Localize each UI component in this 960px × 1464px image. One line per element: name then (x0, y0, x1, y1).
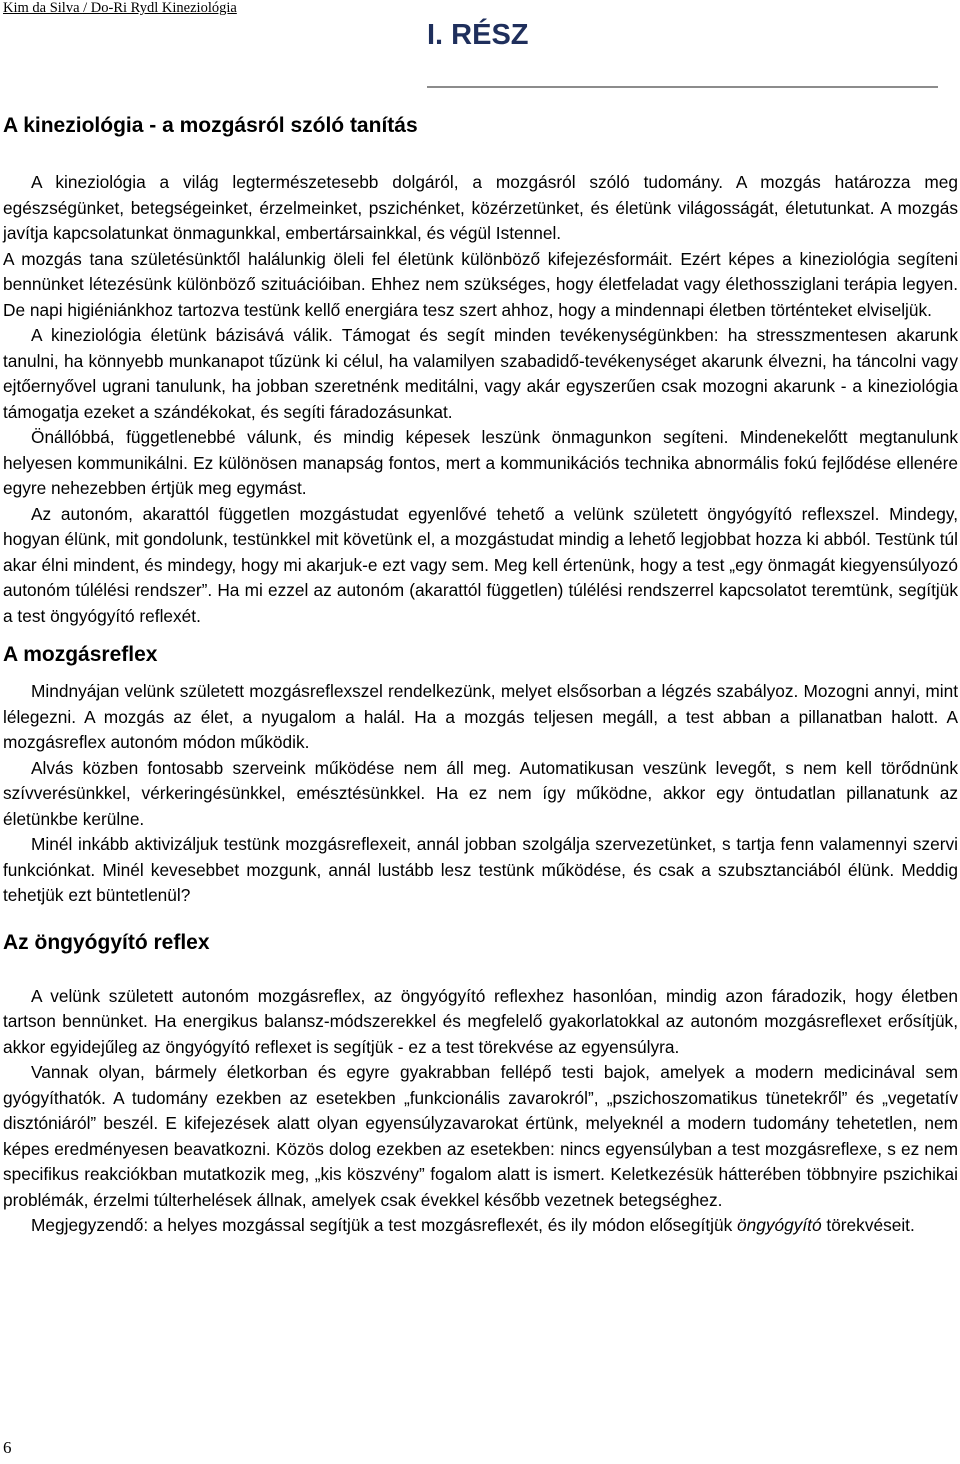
section-heading-kineziologia: A kineziológia - a mozgásról szóló tanítás (3, 114, 418, 137)
paragraph-text: Megjegyzendő: a helyes mozgással segítjük a test mozgásreflexét, és ily módon elősegítjük (31, 1215, 738, 1235)
part-title-rule (427, 86, 938, 88)
emphasized-word: öngyógyító (737, 1215, 822, 1235)
part-title: I. RÉSZ (427, 19, 529, 51)
paragraph: Mindnyájan velünk született mozgásreflexszel rendelkezünk, melyet elsősorban a légzés szabályoz. Mozogni annyi, mint lélegezni. A mozgás az élet, a nyugalom a halál. Ha a mozgás teljesen megáll, a test abban a pillanatban halott. A mozgásreflex autonóm módon működik. (3, 681, 958, 752)
paragraph: A velünk született autonóm mozgásreflex, az öngyógyító reflexhez hasonlóan, mindig azon fáradozik, hogy életben tartson bennünket. Ha energikus balansz-módszerekkel és megfelelő gyakorlatokkal az autonóm mozgásreflexet erősítjük, akkor egyidejűleg az öngyógyító reflexet is segítjük - ez a test törekvése az egyensúlyra. (3, 985, 958, 1057)
section-heading-mozgasreflex: A mozgásreflex (3, 643, 158, 666)
paragraph: A kineziológia a világ legtermészetesebb dolgáról, a mozgásról szóló tudomány. A mozgás határozza meg egészségünket, betegségeinket, érzelmeinket, pszichénket, közérzetünket, és életünk világosságát, életutunkat. A mozgás javítja kapcsolatunkat önmagunkkal, embertársainkkal, és végül Istennel. (3, 172, 958, 243)
paragraph: Alvás közben fontosabb szerveink működése nem áll meg. Automatikusan veszünk levegőt, s nem kell törődnünk szívverésünkkel, vérkeringésünkkel, emésztésünkkel. Ha ez nem így működne, akkor egy öntudatlan pillanatunk az életünkbe kerülne. (3, 757, 958, 829)
paragraph: A kineziológia életünk bázisává válik. Támogat és segít minden tevékenységünkben: ha stresszmentesen akarunk tanulni, ha könnyebb munkanapot tűzünk ki célul, ha valamilyen szabadidő-tevékenységet akarunk élvezni, ha táncolni vagy ejtőernyővel ugrani tanulunk, ha jobban szeretnénk meditálni, vagy akár egyszerűen csak mozogni akarunk - a kineziológia támogatja ezeket a szándékokat, és segíti fáradozásunkat. (3, 325, 958, 422)
page-body (3, 112, 958, 1239)
paragraph: Önállóbbá, függetlenebbé válunk, és mindig képesek leszünk önmagunkon segíteni. Mindenekelőtt megtanulunk helyesen kommunikálni. Ez különösen manapság fontos, mert a kommunikációs technika abnormális fokú fejlődése ellenére egyre nehezebben értjük meg egymást. (3, 427, 958, 498)
paragraph: Az autonóm, akarattól független mozgástudat egyenlővé tehető a velünk született öngyógyító reflexszel. Mindegy, hogyan élünk, mit gondolunk, testünkkel mit követünk el, a mozgástudat mindig a lehető legjobbat hozza ki abból. Testünk túl akar élni mindent, és mindegy, hogy mi akarjuk-e ezt vagy sem. Meg kell értenünk, hogy a test „egy önmagát kiegyensúlyozó autonóm túlélési rendszer”. Ha mi ezzel az autonóm (akarattól független) túlélési rendszerrel kapcsolatot teremtünk, segítjük a test öngyógyító reflexét. (3, 503, 958, 626)
paragraph (3, 1213, 958, 1239)
paragraph: A mozgás tana születésünktől halálunkig öleli fel életünk különböző kifejezésformáit. Ezért képes a kineziológia segíteni bennünket létezésünk különböző szituációiban. Ehhez nem szükséges, hogy életfeladat vagy élethossziglani terápia legyen. De napi higiéniánkhoz tartozva testünk kellő energiára tesz szert ahhoz, hogy a mindennapi életben történteket elviseljük. (3, 248, 958, 320)
paragraph: Vannak olyan, bármely életkorban és egyre gyakrabban fellépő testi bajok, amelyek a modern medicinával sem gyógyíthatók. A tudomány ezekben az esetekben „funkcionális zavarokról”, „pszichoszomatikus tünetekről” és „vegetatív disztóniáról” beszél. E kifejezések alatt olyan egyensúlyzavarokat értünk, melyeknél a modern tudomány tehetetlen, nem képes eredményesen beavatkozni. Közös dolog ezekben az esetekben: nincs egyensúlyban a test mozgásreflexe, s ez nem specifikus reakciókban mutatkozik meg, „kis köszvény” fogalom alatt is ismert. Keletkezésük hátterében többnyire pszichikai problémák, érzelmi túlterhelések állnak, amelyek csak évekkel később vezetnek betegséghez. (3, 1062, 958, 1210)
section-heading-ongyogyito-reflex: Az öngyógyító reflex (3, 930, 210, 954)
paragraph-text: törekvéseit. (821, 1215, 915, 1235)
paragraph: Minél inkább aktivizáljuk testünk mozgásreflexeit, annál jobban szolgálja szervezetünket, s tartja fenn valamennyi szervi funkciónkat. Minél kevesebbet mozgunk, annál lustább lesz testünk működése, és csak a szubsztanciából élünk. Meddig tehetjük ezt büntetlenül? (3, 834, 958, 905)
running-head: Kim da Silva / Do-Ri Rydl Kineziológia (3, 0, 237, 16)
page-number: 6 (3, 1438, 12, 1457)
